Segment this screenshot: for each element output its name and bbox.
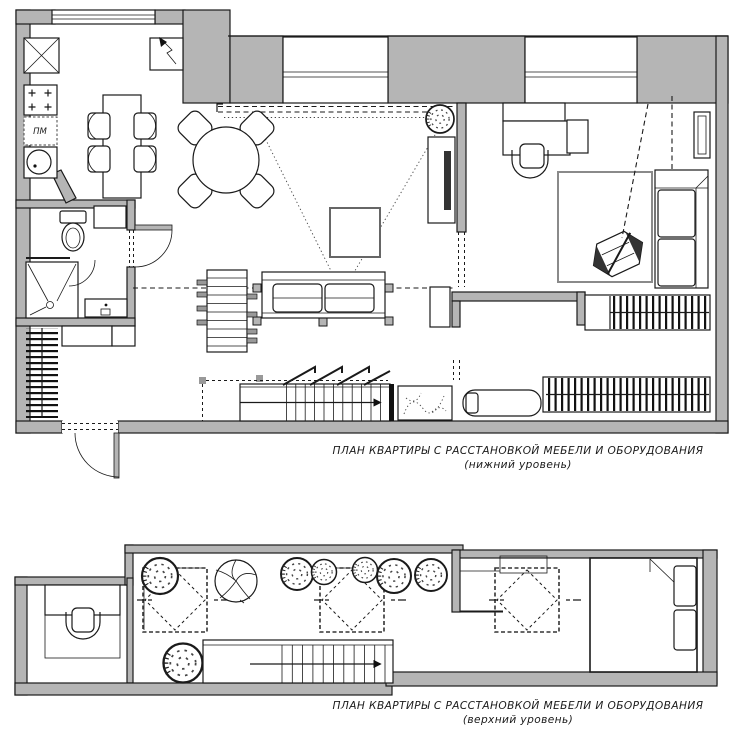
- tv-unit: [428, 137, 455, 223]
- kitchen-sink: [24, 147, 57, 178]
- beanbag: [398, 386, 452, 420]
- upper-plan-caption-line1: ПЛАН КВАРТИРЫ С РАССТАНОВКОЙ МЕБЕЛИ И ОБОРУДОВАНИЯ: [332, 700, 704, 712]
- bathroom-door: [130, 225, 173, 267]
- window-kitchen: [52, 10, 155, 24]
- upper-desk-room: [45, 585, 120, 658]
- mezzanine-edge-bracket: [217, 104, 223, 112]
- sofa: [253, 272, 393, 326]
- dishwasher: [24, 117, 57, 145]
- hanging-chair: [586, 226, 650, 281]
- pouf-1: [142, 558, 178, 594]
- dishwasher-label: ПМ: [33, 127, 47, 137]
- dressing-room: [463, 295, 710, 416]
- pouf-living: [426, 105, 454, 133]
- entry-door: [62, 421, 119, 478]
- pillow: [674, 610, 696, 650]
- entry-cabinet: [62, 326, 112, 346]
- fridge: [24, 38, 59, 73]
- shower: [26, 262, 78, 318]
- bed: [590, 558, 697, 672]
- column-cabinet: [430, 287, 450, 327]
- pouf-3: [312, 560, 337, 585]
- ladder-shelf: [197, 270, 257, 352]
- pouf-4: [353, 558, 378, 583]
- pouf-5: [377, 559, 411, 593]
- bedroom: [503, 96, 710, 288]
- tv-screen: [444, 151, 451, 210]
- toilet: [60, 211, 86, 251]
- plant-swirl: [215, 560, 257, 603]
- kitchen: [24, 37, 183, 198]
- wardrobe-rail-upper: [585, 295, 710, 330]
- pouf-2: [281, 558, 313, 590]
- wardrobe-rail-lower: [543, 377, 710, 412]
- entry-hall: [26, 326, 135, 418]
- window-bedroom: [525, 37, 637, 103]
- window-living: [283, 37, 388, 103]
- round-table: [175, 108, 277, 211]
- bedroom-desk: [503, 103, 588, 178]
- skylight-opening-right: [489, 556, 581, 632]
- lower-plan-caption-line2: (нижний уровень): [464, 459, 572, 471]
- pouf-6: [415, 559, 447, 591]
- stove: [24, 85, 57, 115]
- bathroom-sink: [85, 299, 127, 317]
- bathroom-cabinet: [94, 206, 126, 228]
- lower-plan-caption-line1: ПЛАН КВАРТИРЫ С РАССТАНОВКОЙ МЕБЕЛИ И ОБОРУДОВАНИЯ: [332, 445, 704, 457]
- coffee-table: [330, 208, 380, 257]
- pouf-7: [164, 644, 203, 683]
- wall-mirror: [694, 112, 710, 158]
- upper-plan-caption-line2: (верхний уровень): [462, 714, 574, 726]
- lower-level-plan: [16, 10, 728, 478]
- bathroom: [26, 206, 172, 318]
- upper-level-plan: [15, 545, 717, 726]
- lounge-chair: [463, 390, 541, 416]
- electrical-panel: [150, 37, 183, 70]
- bedroom-sofa: [655, 170, 708, 288]
- living-room: [133, 104, 465, 421]
- projection-line-left: [255, 118, 341, 291]
- staircase-down: [199, 367, 394, 421]
- staircase-up: [203, 640, 393, 683]
- pillow: [674, 566, 696, 606]
